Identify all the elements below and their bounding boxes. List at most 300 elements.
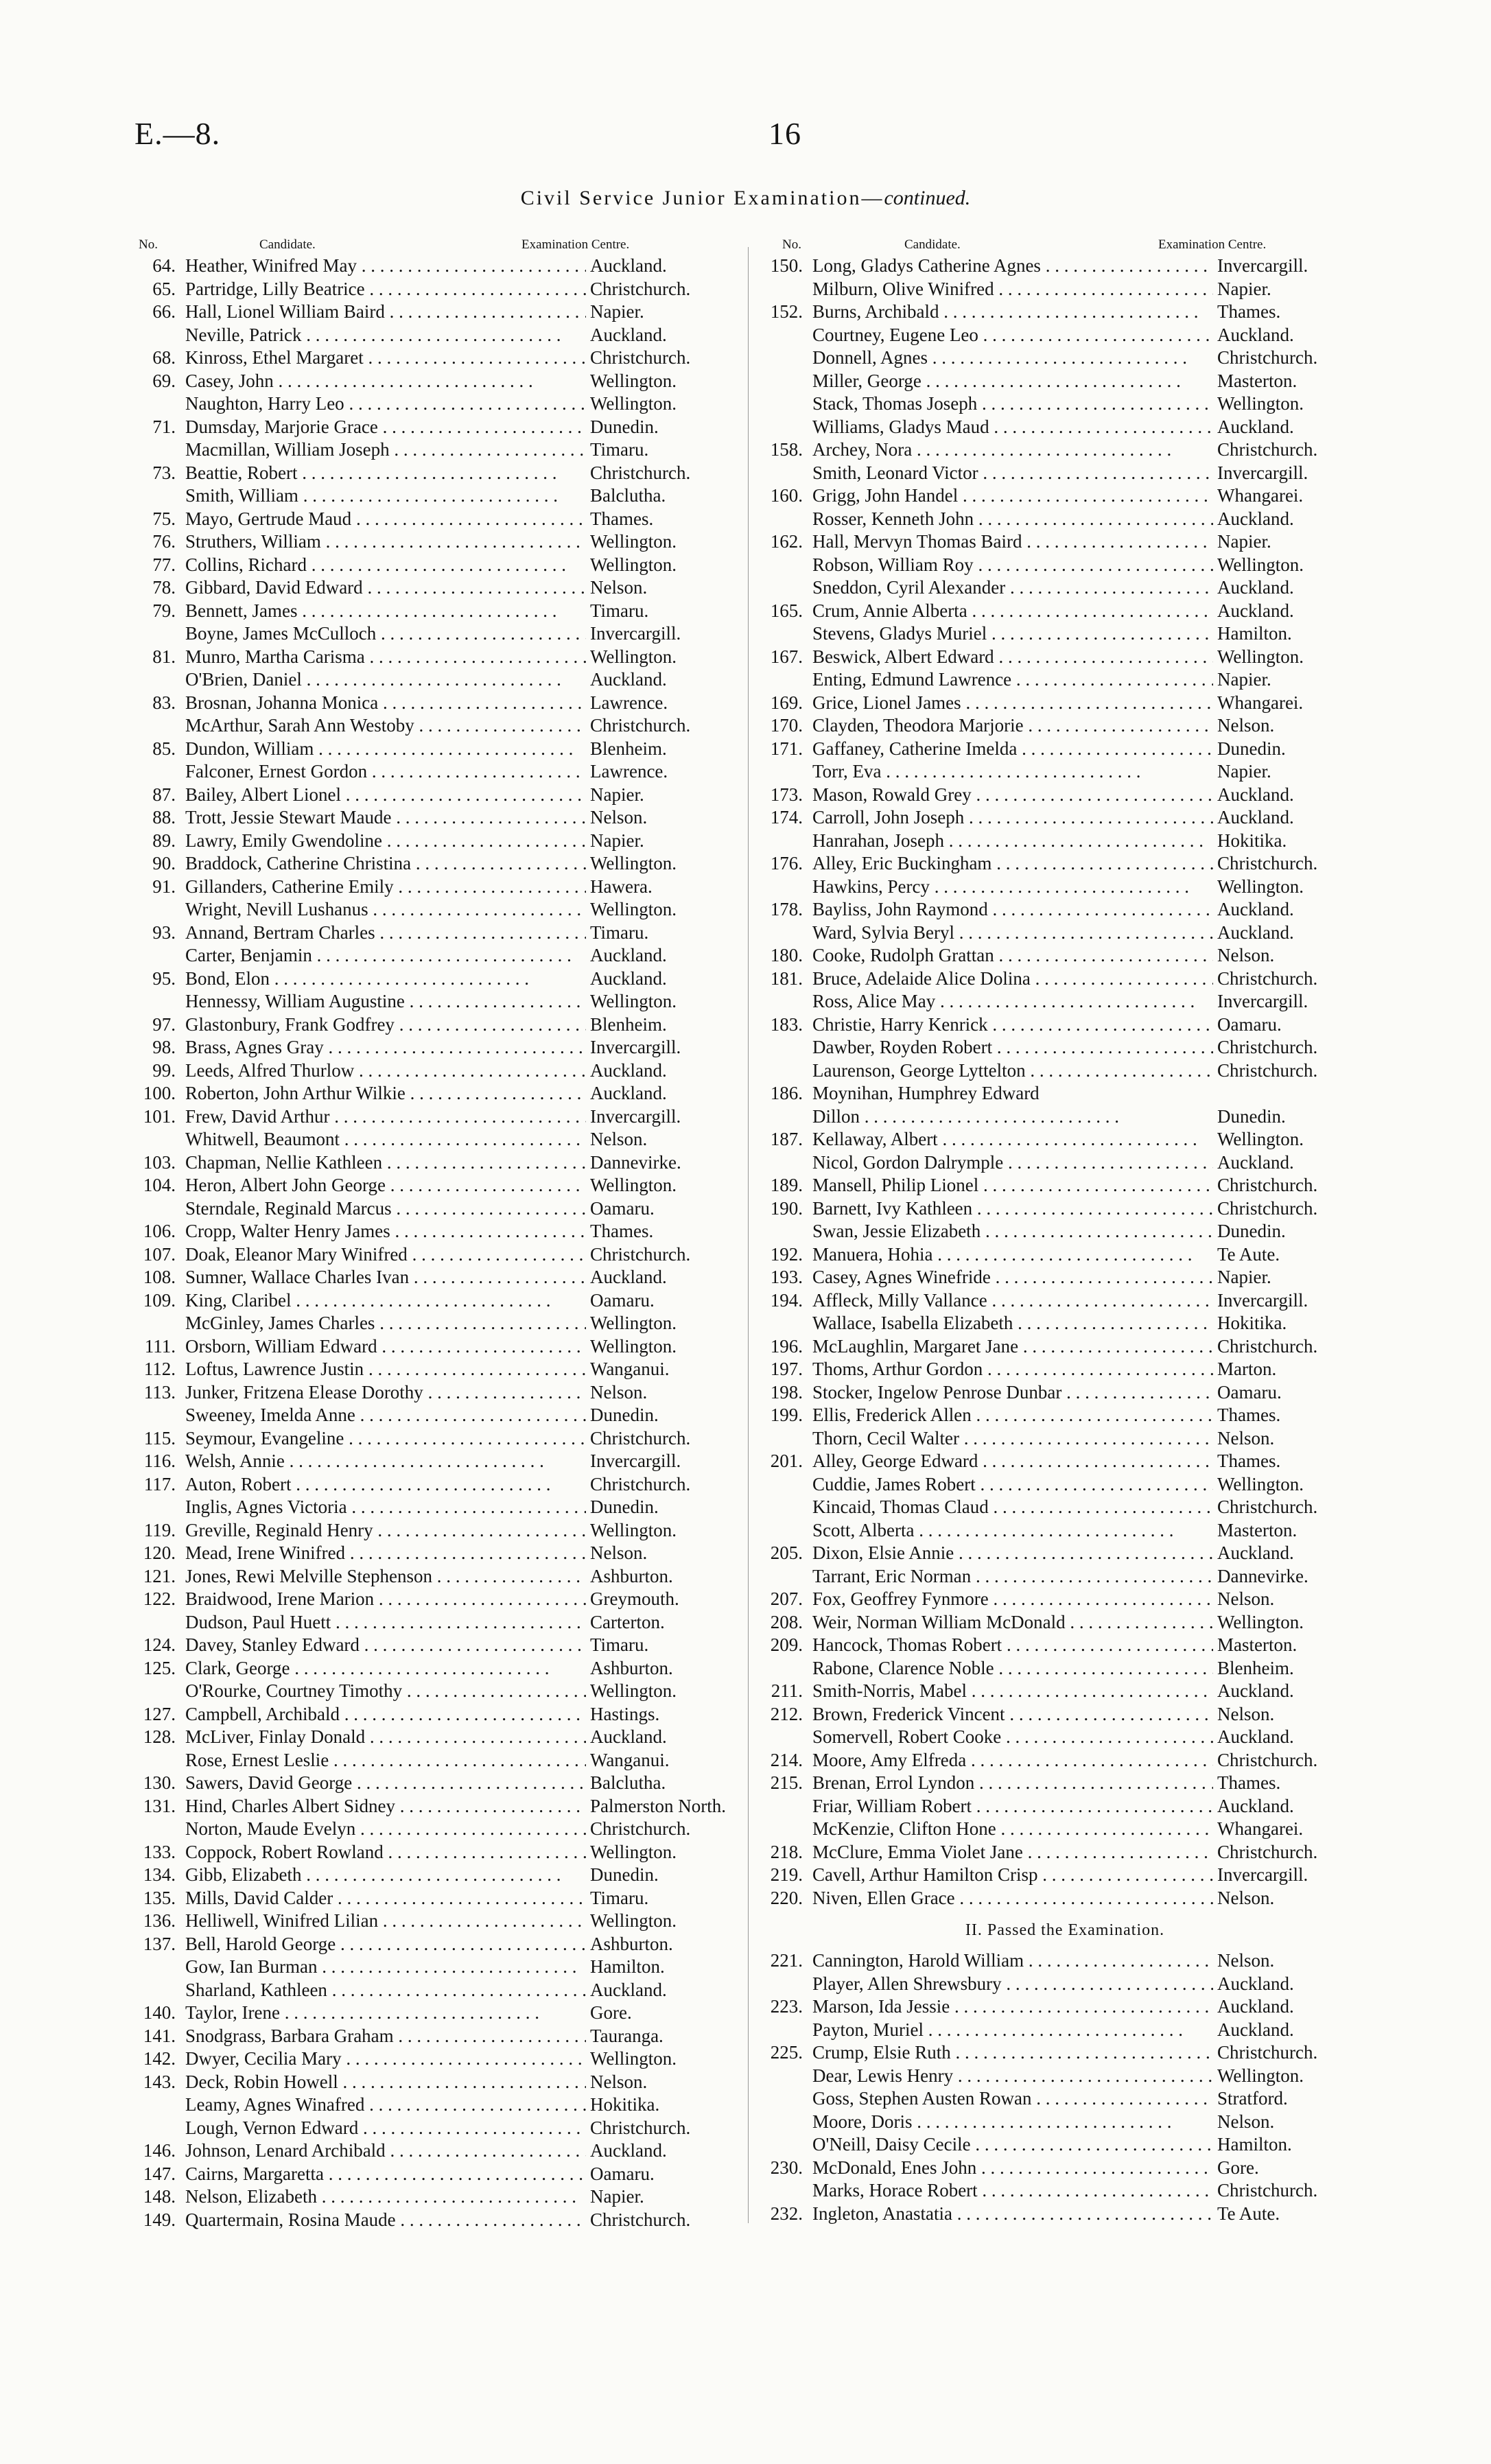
candidate-name: Scott, Alberta . . — [812, 1520, 1213, 1541]
candidate-name: O'Brien, Daniel . . — [185, 669, 586, 690]
entry-number: 170. — [770, 715, 803, 736]
examination-centre: Wellington. — [590, 853, 677, 873]
examination-centre: Nelson. — [1217, 2111, 1275, 2132]
candidate-row — [749, 600, 1381, 624]
candidate-name: Kellaway, Albert . . — [812, 1129, 1213, 1150]
candidate-name: Cooke, Rudolph Grattan . . — [812, 945, 1213, 966]
candidate-name: Cropp, Walter Henry James . . — [185, 1221, 586, 1242]
right-candidate-list — [749, 255, 1381, 1910]
entry-number: 180. — [770, 945, 803, 965]
candidate-name: Manuera, Hohia . . — [812, 1244, 1213, 1265]
entry-number: 186. — [770, 1083, 803, 1103]
examination-centre: Hamilton. — [1217, 623, 1292, 644]
entry-number: 197. — [770, 1359, 803, 1379]
examination-centre: Auckland. — [1217, 899, 1294, 919]
candidate-name: Player, Allen Shrewsbury . . — [812, 1973, 1213, 1995]
candidate-name: Mayo, Gertrude Maud . . — [185, 508, 586, 530]
entry-number: 93. — [152, 922, 176, 943]
candidate-name: Naughton, Harry Leo . . — [185, 393, 586, 414]
entry-number: 131. — [143, 1795, 176, 1816]
examination-centre: Christchurch. — [1217, 967, 1318, 989]
candidate-row — [122, 715, 753, 738]
examination-centre: Auckland. — [590, 324, 667, 345]
entry-number: 137. — [143, 1933, 176, 1954]
examination-centre: Auckland. — [590, 967, 667, 989]
candidate-name: Frew, David Arthur . . — [185, 1106, 586, 1127]
title-continued: continued. — [884, 187, 971, 209]
entry-number: 121. — [143, 1565, 176, 1586]
candidate-row — [122, 554, 753, 578]
candidate-row — [122, 1520, 753, 1543]
candidate-name: Dillon . . — [812, 1106, 1213, 1127]
examination-centre: Invercargill. — [1217, 1289, 1308, 1311]
candidate-row — [749, 968, 1381, 992]
candidate-row — [122, 2186, 753, 2209]
entry-number: 79. — [152, 600, 176, 621]
candidate-name: Alley, George Edward . . — [812, 1451, 1213, 1472]
candidate-row — [749, 2042, 1381, 2065]
candidate-row — [749, 1359, 1381, 1382]
examination-centre: Christchurch. — [1217, 439, 1318, 460]
candidate-row — [749, 1405, 1381, 1428]
entry-number: 116. — [143, 1451, 176, 1471]
candidate-name: Carter, Benjamin . . — [185, 945, 586, 966]
examination-centre: Wellington. — [590, 1519, 677, 1540]
candidate-name: Torr, Eva . . — [812, 761, 1213, 782]
examination-centre: Auckland. — [1217, 2019, 1294, 2040]
entry-number: 85. — [152, 738, 176, 759]
entry-number: 135. — [143, 1887, 176, 1908]
examination-centre: Wellington. — [1217, 876, 1304, 897]
candidate-name: Orsborn, William Edward . . — [185, 1336, 586, 1357]
candidate-name: Niven, Ellen Grace . . — [812, 1888, 1213, 1909]
entry-number: 115. — [143, 1427, 176, 1448]
examination-centre: Wellington. — [590, 531, 677, 552]
entry-number: 173. — [770, 784, 803, 805]
candidate-name: Jones, Rewi Melville Stephenson . . — [185, 1566, 586, 1587]
entry-number: 125. — [143, 1657, 176, 1678]
candidate-name: Ward, Sylvia Beryl . . — [812, 922, 1213, 943]
candidate-name: Stocker, Ingelow Penrose Dunbar . . — [812, 1382, 1213, 1403]
entry-number: 69. — [152, 370, 176, 391]
candidate-name: Hawkins, Percy . . — [812, 876, 1213, 897]
candidate-name: Long, Gladys Catherine Agnes . . — [812, 255, 1213, 277]
entry-number: 100. — [143, 1083, 176, 1103]
entry-number: 108. — [143, 1267, 176, 1287]
examination-centre: Stratford. — [1217, 2088, 1288, 2109]
candidate-name: Deck, Robin Howell . . — [185, 2072, 586, 2093]
examination-centre: Thames. — [1217, 1405, 1281, 1425]
candidate-row — [749, 945, 1381, 968]
entry-number: 106. — [143, 1221, 176, 1241]
examination-centre: Greymouth. — [590, 1588, 679, 1609]
examination-centre: Dunedin. — [590, 1864, 659, 1885]
examination-centre: Te Aute. — [1217, 2203, 1280, 2224]
candidate-row — [122, 738, 753, 762]
candidate-row — [122, 1680, 753, 1704]
header-no: No. — [782, 237, 801, 252]
candidate-row — [122, 646, 753, 670]
candidate-row — [122, 347, 753, 371]
candidate-row — [749, 301, 1381, 325]
examination-centre: Auckland. — [1217, 1726, 1294, 1747]
entry-number: 178. — [770, 899, 803, 919]
candidate-name: Moore, Amy Elfreda . . — [812, 1750, 1213, 1771]
examination-centre: Nelson. — [1217, 1950, 1275, 1971]
candidate-name: Davey, Stanley Edward . . — [185, 1634, 586, 1656]
candidate-name: Taylor, Irene . . — [185, 2002, 586, 2023]
candidate-name: Struthers, William . . — [185, 531, 586, 552]
candidate-row — [749, 347, 1381, 371]
candidate-name: Nicol, Gordon Dalrymple . . — [812, 1152, 1213, 1173]
candidate-name: Annand, Bertram Charles . . — [185, 922, 586, 943]
page-number: 16 — [768, 116, 801, 151]
candidate-row — [122, 371, 753, 394]
candidate-row — [749, 807, 1381, 830]
examination-centre: Christchurch. — [1217, 2042, 1318, 2063]
examination-centre: Oamaru. — [590, 2163, 655, 2184]
examination-centre: Dunedin. — [590, 416, 659, 437]
entry-number: 174. — [770, 807, 803, 828]
candidate-row — [122, 1106, 753, 1129]
candidate-row — [749, 1175, 1381, 1198]
examination-centre: Lawrence. — [590, 761, 668, 782]
entry-number: 187. — [770, 1129, 803, 1149]
examination-centre: Invercargill. — [1217, 1864, 1308, 1885]
candidate-name: Sawers, David George . . — [185, 1772, 586, 1794]
candidate-row — [122, 416, 753, 440]
candidate-row — [122, 1060, 753, 1083]
candidate-row — [122, 2048, 753, 2072]
entry-number: 169. — [770, 692, 803, 713]
examination-centre: Auckland. — [590, 1726, 667, 1747]
candidate-row — [749, 416, 1381, 440]
candidate-name: Weir, Norman William McDonald . . — [812, 1612, 1213, 1633]
candidate-name: Casey, Agnes Winefride . . — [812, 1267, 1213, 1288]
candidate-row — [122, 899, 753, 922]
entry-number: 124. — [143, 1634, 176, 1655]
candidate-name: Greville, Reginald Henry . . — [185, 1520, 586, 1541]
entry-number: 162. — [770, 531, 803, 552]
examination-centre: Blenheim. — [590, 738, 667, 759]
candidate-row — [122, 853, 753, 876]
entry-number: 158. — [770, 439, 803, 460]
entry-number: 221. — [770, 1950, 803, 1971]
candidate-row — [749, 2065, 1381, 2089]
examination-centre: Blenheim. — [1217, 1657, 1294, 1678]
candidate-name: Seymour, Evangeline . . — [185, 1428, 586, 1449]
candidate-name: Inglis, Agnes Victoria . . — [185, 1497, 586, 1518]
candidate-name: Stack, Thomas Joseph . . — [812, 393, 1213, 414]
header-centre: Examination Centre. — [521, 237, 630, 252]
candidate-row — [749, 1726, 1381, 1750]
candidate-name: Dundon, William . . — [185, 738, 586, 760]
candidate-row — [749, 853, 1381, 876]
candidate-row — [749, 1520, 1381, 1543]
entry-number: 66. — [152, 301, 176, 322]
candidate-row — [122, 945, 753, 968]
candidate-row — [749, 1996, 1381, 2019]
entry-number: 103. — [143, 1151, 176, 1173]
examination-centre: Christchurch. — [1217, 1037, 1318, 1057]
examination-centre: Nelson. — [590, 1381, 648, 1403]
examination-centre: Dunedin. — [590, 1497, 659, 1517]
candidate-name: Carroll, John Joseph . . — [812, 807, 1213, 828]
entry-number: 89. — [152, 830, 176, 851]
candidate-name: Coppock, Robert Rowland . . — [185, 1842, 586, 1863]
candidate-name: Clayden, Theodora Marjorie . . — [812, 715, 1213, 736]
examination-centre: Hamilton. — [590, 1956, 665, 1977]
examination-centre: Wellington. — [1217, 1129, 1304, 1149]
candidate-row — [749, 623, 1381, 646]
entry-number: 136. — [143, 1910, 176, 1931]
candidate-name: Hennessy, William Augustine . . — [185, 991, 586, 1012]
entry-number: 176. — [770, 853, 803, 873]
examination-centre: Auckland. — [1217, 324, 1294, 345]
candidate-name: Rosser, Kenneth John . . — [812, 508, 1213, 530]
examination-centre: Christchurch. — [590, 715, 691, 736]
candidate-name: Leamy, Agnes Winafred . . — [185, 2094, 586, 2115]
candidate-row — [749, 1888, 1381, 1911]
examination-centre: Christchurch. — [590, 278, 691, 299]
examination-centre: Auckland. — [590, 1059, 667, 1081]
examination-centre: Timaru. — [590, 1887, 649, 1908]
entry-number: 198. — [770, 1381, 803, 1403]
candidate-row — [122, 1956, 753, 1980]
examination-centre: Dunedin. — [1217, 1221, 1286, 1241]
examination-centre: Dannevirke. — [1217, 1565, 1308, 1586]
candidate-name: Norton, Maude Evelyn . . — [185, 1818, 586, 1840]
examination-centre: Dannevirke. — [590, 1151, 681, 1173]
examination-centre: Napier. — [590, 830, 644, 851]
candidate-name: Dwyer, Cecilia Mary . . — [185, 2048, 586, 2069]
examination-centre: Napier. — [1217, 761, 1271, 782]
examination-centre: Nelson. — [1217, 1427, 1275, 1448]
candidate-row — [122, 1382, 753, 1405]
examination-centre: Nelson. — [590, 807, 648, 828]
examination-centre: Nelson. — [1217, 1703, 1275, 1724]
candidate-name: Kinross, Ethel Margaret . . — [185, 347, 586, 368]
candidate-name: Hanrahan, Joseph . . — [812, 830, 1213, 852]
candidate-row — [749, 577, 1381, 600]
candidate-row — [122, 1244, 753, 1267]
entry-number: 87. — [152, 784, 176, 805]
candidate-name: Bell, Harold George . . — [185, 1934, 586, 1955]
candidate-row — [122, 600, 753, 624]
candidate-name: Whitwell, Beaumont . . — [185, 1129, 586, 1150]
candidate-row — [122, 1129, 753, 1152]
candidate-name: Affleck, Milly Vallance . . — [812, 1290, 1213, 1311]
examination-centre: Nelson. — [1217, 1887, 1275, 1908]
entry-number: 133. — [143, 1841, 176, 1862]
examination-centre: Auckland. — [1217, 1680, 1294, 1701]
candidate-row — [122, 1726, 753, 1750]
candidate-name: Dumsday, Marjorie Grace . . — [185, 416, 586, 438]
candidate-row — [749, 1796, 1381, 1819]
candidate-row — [749, 1973, 1381, 1997]
entry-number: 81. — [152, 646, 176, 667]
candidate-row — [749, 485, 1381, 508]
candidate-name: Welsh, Annie . . — [185, 1451, 586, 1472]
candidate-name: Glastonbury, Frank Godfrey . . — [185, 1014, 586, 1035]
candidate-name: McDonald, Enes John . . — [812, 2157, 1213, 2179]
examination-centre: Auckland. — [1217, 416, 1294, 437]
candidate-row — [749, 1750, 1381, 1773]
examination-centre: Thames. — [1217, 1772, 1281, 1793]
entry-number: 119. — [143, 1519, 176, 1540]
header-candidate: Candidate. — [259, 237, 316, 252]
candidate-name: Robson, William Roy . . — [812, 554, 1213, 576]
examination-centre: Wellington. — [1217, 646, 1304, 667]
left-column — [122, 235, 753, 2232]
candidate-row — [122, 1704, 753, 1727]
entry-number: 90. — [152, 853, 176, 873]
examination-centre: Christchurch. — [1217, 1197, 1318, 1219]
entry-number: 127. — [143, 1703, 176, 1724]
entry-number: 152. — [770, 301, 803, 322]
examination-centre: Auckland. — [1217, 784, 1294, 805]
candidate-name: Moynihan, Humphrey Edward — [812, 1083, 1040, 1103]
candidate-name: Heather, Winifred May . . — [185, 255, 586, 277]
candidate-row — [122, 830, 753, 854]
examination-centre: Wellington. — [590, 1680, 677, 1701]
examination-centre: Auckland. — [1217, 1996, 1294, 2017]
passed-candidate-list — [749, 1950, 1381, 2226]
examination-centre: Christchurch. — [1217, 1497, 1318, 1517]
candidate-row — [122, 1542, 753, 1566]
examination-centre: Wellington. — [1217, 1611, 1304, 1632]
candidate-row — [122, 669, 753, 692]
examination-centre: Hokitika. — [1217, 1313, 1287, 1333]
candidate-name: Bennett, James . . — [185, 600, 586, 622]
candidate-row — [122, 1175, 753, 1198]
candidate-name: Gaffaney, Catherine Imelda . . — [812, 738, 1213, 760]
candidate-name: Miller, George . . — [812, 371, 1213, 392]
entry-number: 128. — [143, 1726, 176, 1747]
candidate-name: Falconer, Ernest Gordon . . — [185, 761, 586, 782]
entry-number: 140. — [143, 2002, 176, 2023]
candidate-row — [122, 2163, 753, 2187]
candidate-name: Moore, Doris . . — [812, 2111, 1213, 2133]
candidate-row — [749, 371, 1381, 394]
candidate-row — [749, 1244, 1381, 1267]
candidate-row — [749, 2134, 1381, 2157]
entry-number: 77. — [152, 554, 176, 575]
entry-number: 64. — [152, 255, 176, 276]
candidate-name: Christie, Harry Kenrick . . — [812, 1014, 1213, 1035]
candidate-name: Cairns, Margaretta . . — [185, 2163, 586, 2185]
entry-number: 134. — [143, 1864, 176, 1885]
examination-centre: Tauranga. — [590, 2025, 664, 2046]
entry-number: 167. — [770, 646, 803, 667]
candidate-name: Nelson, Elizabeth . . — [185, 2186, 586, 2207]
examination-centre: Wellington. — [1217, 393, 1304, 414]
candidate-row — [749, 1842, 1381, 1865]
entry-number: 101. — [143, 1105, 176, 1127]
entry-number: 230. — [770, 2157, 803, 2178]
examination-centre: Nelson. — [590, 1542, 648, 1563]
examination-centre: Christchurch. — [590, 1473, 691, 1494]
candidate-name: Smith, Leonard Victor . . — [812, 462, 1213, 484]
examination-centre: Thames. — [590, 508, 654, 529]
candidate-row — [122, 2026, 753, 2049]
examination-centre: Wellington. — [590, 899, 677, 919]
candidate-row — [749, 1451, 1381, 1474]
candidate-name: Stevens, Gladys Muriel . . — [812, 623, 1213, 644]
candidate-row — [122, 1474, 753, 1497]
candidate-name: Sharland, Kathleen . . — [185, 1980, 586, 2001]
examination-centre: Nelson. — [1217, 715, 1275, 736]
candidate-name: Alley, Eric Buckingham . . — [812, 853, 1213, 874]
candidate-row — [122, 1037, 753, 1060]
candidate-name: Archey, Nora . . — [812, 439, 1213, 460]
entry-number: 189. — [770, 1175, 803, 1195]
candidate-row — [749, 784, 1381, 808]
candidate-row — [122, 1888, 753, 1911]
examination-centre: Auckland. — [1217, 600, 1294, 621]
candidate-row — [749, 2157, 1381, 2181]
examination-centre: Masterton. — [1217, 1519, 1298, 1540]
candidate-name: Courtney, Eugene Leo . . — [812, 325, 1213, 346]
candidate-row — [749, 646, 1381, 670]
candidate-row — [749, 1680, 1381, 1704]
entry-number: 78. — [152, 577, 176, 598]
candidate-row — [749, 830, 1381, 854]
candidate-row — [122, 1772, 753, 1796]
candidate-row — [749, 393, 1381, 416]
candidate-row — [749, 1542, 1381, 1566]
candidate-name: Auton, Robert . . — [185, 1474, 586, 1495]
candidate-name: Crump, Elsie Ruth . . — [812, 2042, 1213, 2063]
candidate-row — [122, 1198, 753, 1221]
candidate-row — [749, 1083, 1381, 1106]
candidate-name: Heron, Albert John George . . — [185, 1175, 586, 1196]
candidate-name: Payton, Muriel . . — [812, 2019, 1213, 2041]
candidate-row — [749, 2180, 1381, 2203]
entry-number: 130. — [143, 1772, 176, 1793]
examination-centre: Nelson. — [590, 577, 648, 598]
candidate-name: Ellis, Frederick Allen . . — [812, 1405, 1213, 1426]
examination-centre: Invercargill. — [590, 1451, 681, 1471]
examination-centre: Christchurch. — [1217, 347, 1318, 368]
candidate-name: Roberton, John Arthur Wilkie . . — [185, 1083, 586, 1104]
candidate-row — [122, 325, 753, 348]
examination-centre: Nelson. — [1217, 945, 1275, 965]
examination-centre: Whangarei. — [1217, 692, 1304, 713]
entry-number: 215. — [770, 1772, 803, 1793]
candidate-name: Snodgrass, Barbara Graham . . — [185, 2026, 586, 2047]
examination-centre: Thames. — [590, 1221, 654, 1241]
entry-number: 220. — [770, 1887, 803, 1908]
entry-number: 212. — [770, 1703, 803, 1724]
candidate-name: Hall, Mervyn Thomas Baird . . — [812, 531, 1213, 552]
candidate-name: Dear, Lewis Henry . . — [812, 2065, 1213, 2087]
entry-number: 141. — [143, 2025, 176, 2046]
candidate-name: Grigg, John Handel . . — [812, 485, 1213, 506]
candidate-name: Rose, Ernest Leslie . . — [185, 1750, 586, 1771]
candidate-name: Smith-Norris, Mabel . . — [812, 1680, 1213, 1702]
candidate-name: Leeds, Alfred Thurlow . . — [185, 1060, 586, 1081]
candidate-row — [122, 439, 753, 462]
candidate-name: Tarrant, Eric Norman . . — [812, 1566, 1213, 1587]
candidate-name: Mansell, Philip Lionel . . — [812, 1175, 1213, 1196]
examination-centre: Auckland. — [1217, 1973, 1294, 1994]
candidate-name: Enting, Edmund Lawrence . . — [812, 669, 1213, 690]
candidate-name: Crum, Annie Alberta . . — [812, 600, 1213, 622]
candidate-name: Marks, Horace Robert . . — [812, 2180, 1213, 2201]
candidate-row — [749, 1221, 1381, 1244]
examination-centre: Wellington. — [590, 370, 677, 391]
